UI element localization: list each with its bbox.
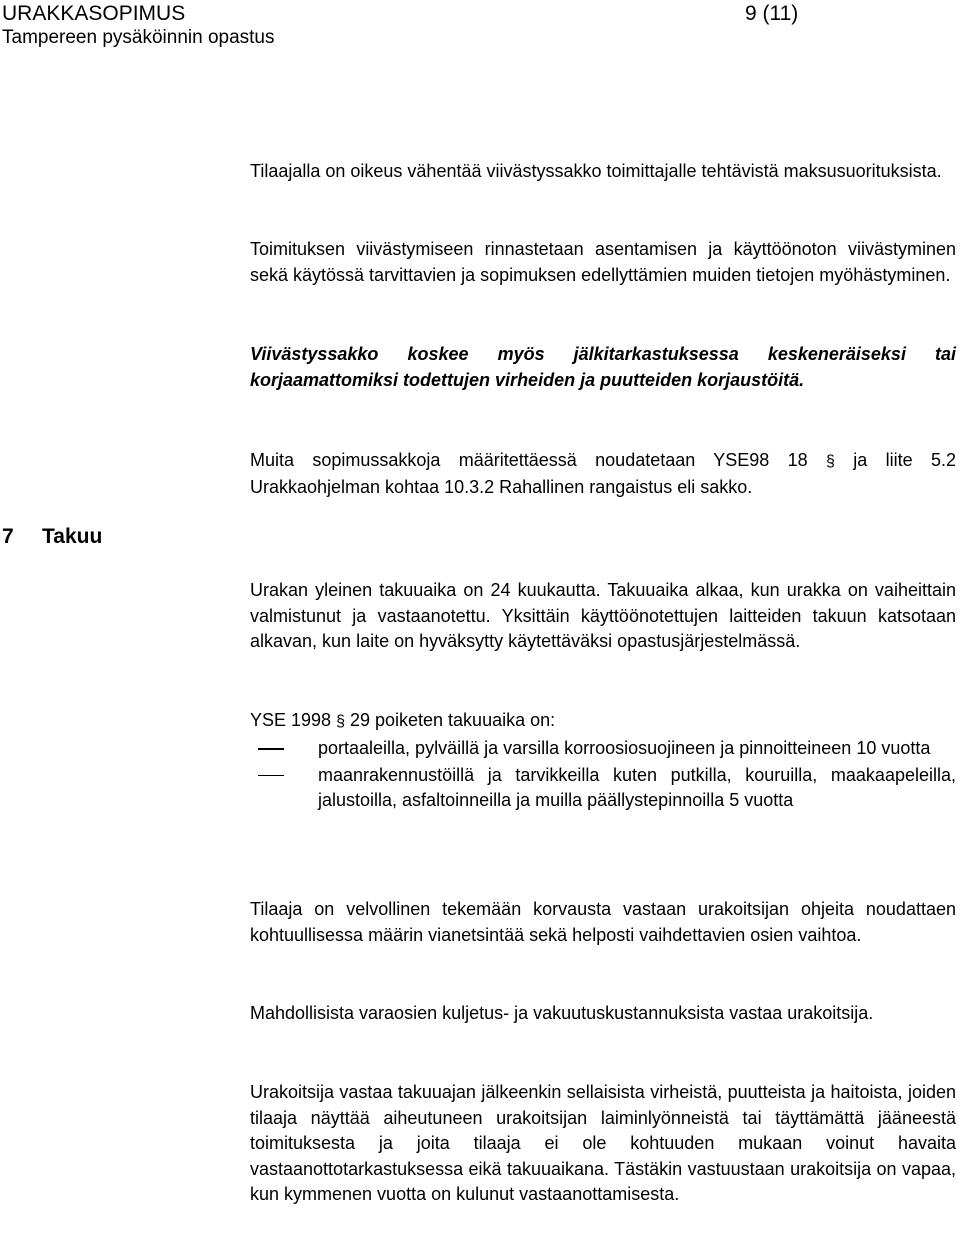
list-item-text: maanrakennustöillä ja tarvikkeilla kuten putkilla, kouruilla, maakaapeleilla, jalustoilla, asfaltoinneilla ja muilla päällystepinnoilla 5 vuotta	[318, 764, 956, 810]
dash-bullet	[258, 748, 284, 750]
section-title: Takuu	[42, 525, 103, 548]
text-segment: Muita sopimussakkoja määritettäessä noudatetaan YSE98 18	[250, 450, 827, 470]
paragraph-contractor-liability: Urakoitsija vastaa takuuajan jälkeenkin sellaisista virheistä, puutteista ja haitoista, joiden tilaaja näyttää aiheutuneen urakoitsijan laiminlyönneistä tai täyttämättä jääneestä toimituksesta ja joita tilaaja ei ole kohtuuden mukaan voinut havaita vastaanottotarkastuksessa eikä takuuaikana. Tästäkin vastuustaan urakoitsija on vapaa, kun kymmenen vuotta on kulunut vastaanottamisesta.	[250, 1082, 956, 1204]
document-title: URAKKASOPIMUS	[2, 2, 186, 25]
section-heading	[2, 523, 102, 551]
text-segment: 29 poiketen takuuaika on:	[344, 710, 556, 730]
paragraph-client-obligation: Tilaaja on velvollinen tekemään korvausta vastaan urakoitsijan ohjeita noudattaen kohtuullisessa määrin vianetsintää sekä helposti vaihdettavien osien vaihtoa.	[250, 899, 956, 945]
paragraph-other-penalties	[250, 448, 956, 500]
section-sign: §	[336, 713, 345, 730]
warranty-list	[250, 736, 956, 815]
section-sign: §	[826, 453, 835, 470]
paragraph-penalty-deduction: Tilaajalla on oikeus vähentää viivästyssakko toimittajalle tehtävistä maksusuorituksista.	[250, 161, 942, 181]
text-segment: YSE 1998	[250, 710, 337, 730]
document-subtitle: Tampereen pysäköinnin opastus	[2, 27, 275, 48]
paragraph-warranty-period: Urakan yleinen takuuaika on 24 kuukautta. Takuuaika alkaa, kun urakka on vaiheittain valmistunut ja vastaanotettu. Yksittäin käyttöönotettujen laitteiden takuun katsotaan alkavan, kun laite on hyväksytty käytettäväksi opastusjärjestelmässä.	[250, 580, 956, 651]
paragraph-delay-equivalence: Toimituksen viivästymiseen rinnastetaan asentamisen ja käyttöönoton viivästyminen sekä käytössä tarvittavien ja sopimuksen edellyttämien muiden tietojen myöhästyminen.	[250, 239, 956, 285]
page-number: 9 (11)	[745, 2, 799, 25]
list-item	[250, 763, 956, 814]
paragraph-inspection-penalty: Viivästyssakko koskee myös jälkitarkastuksessa keskeneräiseksi tai korjaamattomiksi todettujen virheiden ja puutteiden korjaustöitä.	[250, 344, 956, 390]
section-number: 7	[2, 525, 14, 548]
list-item-text: portaaleilla, pylväillä ja varsilla korroosiosuojineen ja pinnoitteineen 10 vuotta	[318, 738, 931, 758]
text-segment: ja liite 5.2 Urakkaohjelman kohtaa 10.3.2 Rahallinen rangaistus eli sakko.	[250, 450, 957, 497]
paragraph-spare-parts-costs: Mahdollisista varaosien kuljetus- ja vakuutuskustannuksista vastaa urakoitsija.	[250, 1003, 874, 1023]
list-item	[250, 736, 956, 762]
dash-bullet	[258, 775, 284, 777]
paragraph-warranty-exceptions	[250, 708, 956, 735]
